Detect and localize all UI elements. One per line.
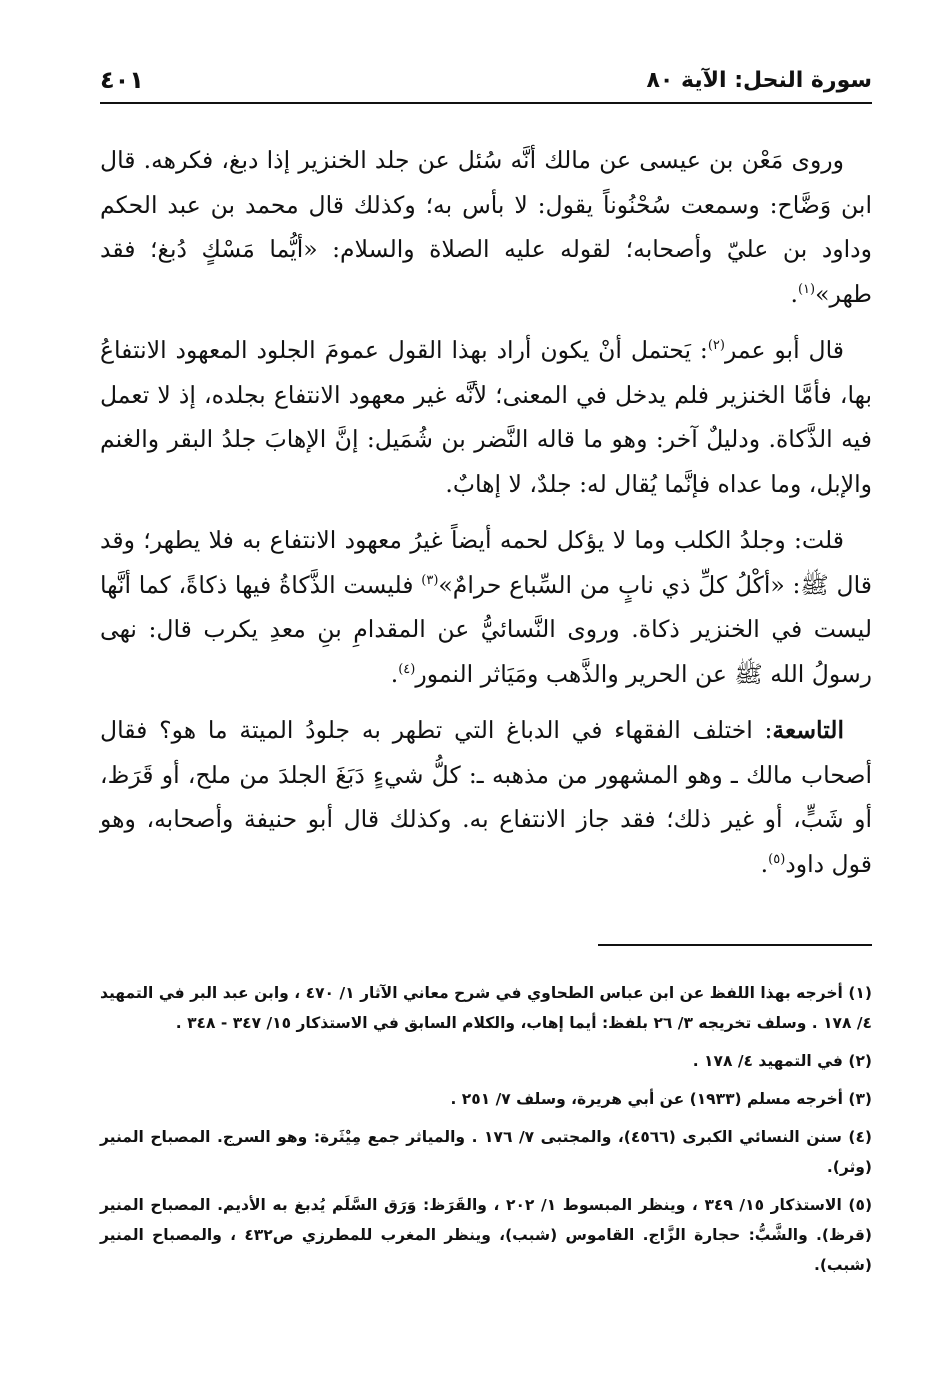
paragraph-text: قال أبو عمر (724, 336, 844, 364)
footnote-ref: (٣) (421, 572, 439, 588)
paragraph-text: وروى مَعْن بن عيسى عن مالك أنَّه سُئل عن جلد الخنزير إذا دبغ، فكرهه. قال ابن وَضَّاح: وسمعت سُحْنُوناً يقول: لا بأس به؛ وكذلك قال محمد بن عبد الحكم وداود بن عليّ وأصحابه؛ لقوله عليه الصلاة والسلام: «أيُّما مَسْكٍ دُبغ؛ فقد طهر» (100, 146, 872, 308)
section-lead-word: التاسعة (772, 716, 844, 744)
page-header (100, 62, 872, 100)
running-title: سورة النحل: الآية ٨٠ (646, 68, 872, 93)
page-number: ٤٠١ (100, 66, 144, 94)
footnote-ref: (٢) (707, 338, 725, 354)
paragraph-end: . (390, 659, 399, 688)
paragraph-1 (100, 138, 872, 316)
paragraph-end: : يَحتمل أنْ يكون أراد بهذا القول عمومَ الجلود المعهود الانتفاعُ بها، فأمَّا الخنزير فلم يدخل في المعنى؛ لأنَّه غير معهود الانتفاع بجلده، إذ لا تعمل فيه الذَّكاة. ودليلٌ آخر: وهو ما قاله النَّضر بن شُمَيل: إنَّ الإهابَ جلدُ البقر والغنم والإبل، وما عداه فإنَّما يُقال له: جلدٌ، لا إهابٌ. (100, 336, 872, 498)
header-rule (100, 102, 872, 104)
paragraph-end: . (790, 279, 798, 308)
footnote-separator (598, 944, 872, 946)
footnote-2: (٢) في التمهيد ٤/ ١٧٨ . (692, 1052, 872, 1070)
footnote-5: (٥) الاستذكار ١٥/ ٣٤٩ ، وينظر المبسوط ١/ ٢٠٢ ، والقَرَظ: وَرَق السَّلَم يُدبغ به الأديم. المصباح المنير (قرظ). والشَّبُّ: حجارة الزَّاج. القاموس (شبب)، وينظر المغرب للمطرزي ص٤٣٢ ، والمصباح المنير (شبب). (100, 1196, 873, 1274)
footnote-ref: (١) (797, 281, 816, 297)
footnote-ref: (٤) (398, 661, 416, 677)
paragraph-3 (100, 518, 872, 696)
footnote-ref: (٥) (768, 851, 786, 867)
footnote-3: (٣) أخرجه مسلم (١٩٣٣) عن أبي هريرة، وسلف ٧/ ٢٥١ . (450, 1090, 872, 1108)
footnote-1: (١) أخرجه بهذا اللفظ عن ابن عباس الطحاوي في شرح معاني الآثار ١/ ٤٧٠ ، وابن عبد البر في التمهيد ٤/ ١٧٨ . وسلف تخريجه ٣/ ٢٦ بلفظ: أيما إهاب، والكلام السابق في الاستذكار ١٥/ ٣٤٧ - ٣٤٨ . (100, 984, 872, 1032)
paragraph-text: : اختلف الفقهاء في الدباغ التي تطهر به جلودُ الميتة ما هو؟ فقال أصحاب مالك ـ وهو المشهور من مذهبه ـ: كلُّ شيءٍ دَبَغَ الجلدَ من ملح، أو قَرَظ، أو شَبٍّ، أو غير ذلك؛ فقد جاز الانتفاع به. وكذلك قال أبو حنيفة وأصحابه، وهو قول داود (100, 716, 872, 878)
footnotes (100, 978, 872, 1288)
paragraph-text: قلت: وجلدُ الكلب وما لا يؤكل لحمه أيضاً غيرُ معهود الانتفاع به فلا يطهر؛ وقد قال ﷺ: «أكْلُ كلِّ ذي نابٍ من السِّباع حرامٌ» (100, 526, 873, 599)
paragraph-middle: فليست الذَّكاةُ فيها ذكاةً، كما أنَّها ليست في الخنزير ذكاة. وروى النَّسائيُّ عن المقدامِ بنِ معدِ يكرب قال: نهى رسولُ الله ﷺ عن الحرير والذَّهب ومَيَاثر النمور (100, 570, 872, 688)
main-text (100, 138, 872, 898)
footnote-4: (٤) سنن النسائي الكبرى (٤٥٦٦)، والمجتبى ٧/ ١٧٦ . والمياثر جمع مِيْثَرة: وهو السرج. المصباح المنير (وثر). (100, 1128, 873, 1176)
paragraph-2 (100, 328, 872, 506)
paragraph-4 (100, 708, 872, 886)
paragraph-end: . (760, 849, 769, 878)
